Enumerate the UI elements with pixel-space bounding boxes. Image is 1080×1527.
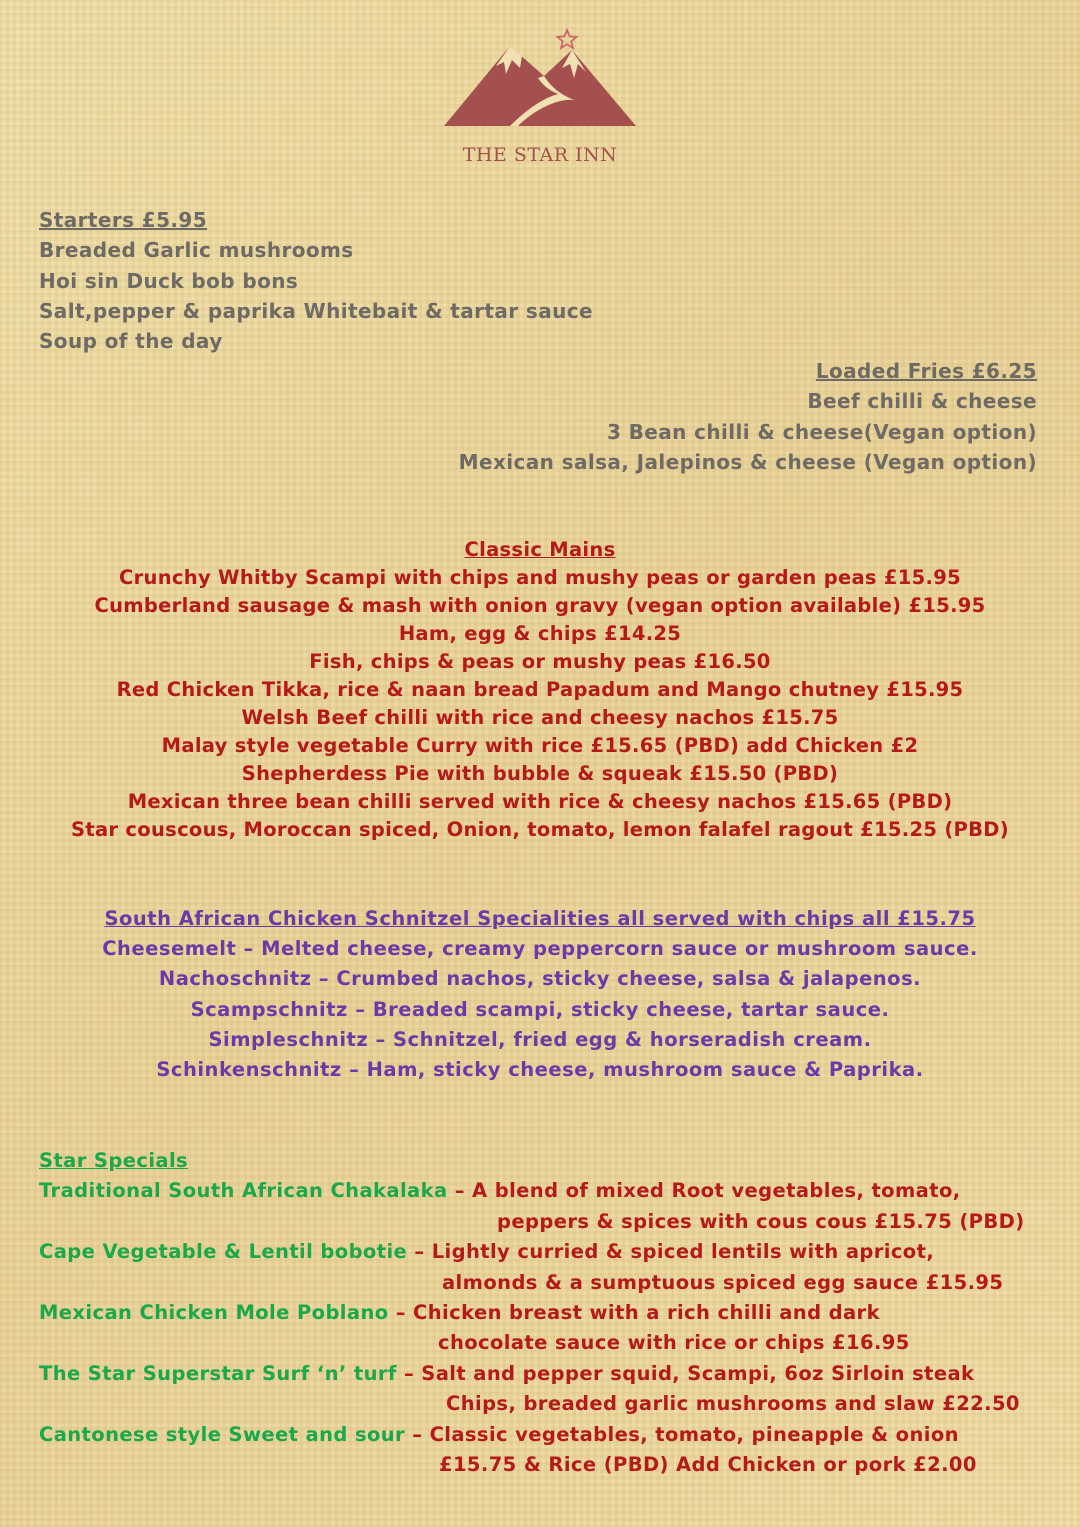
special-item — [39, 1298, 1025, 1328]
schnitzel-heading: South African Chicken Schnitzel Specialities all served with chips all £15.75 — [104, 907, 976, 930]
special-desc: – Lightly curried & spiced lentils with apricot, — [407, 1240, 935, 1264]
special-desc: – A blend of mixed Root vegetables, tomato, — [447, 1179, 961, 1203]
main-item: Welsh Beef chilli with rice and cheesy nachos £15.75 — [241, 706, 839, 729]
special-desc: – Chicken breast with a rich chilli and dark — [388, 1301, 880, 1325]
special-desc-cont: almonds & a sumptuous spiced egg sauce £15.95 — [442, 1270, 1004, 1294]
starter-item: Breaded Garlic mushrooms — [39, 238, 354, 263]
special-desc-cont: Chips, breaded garlic mushrooms and slaw £22.50 — [446, 1392, 1020, 1416]
main-item: Crunchy Whitby Scampi with chips and mushy peas or garden peas £15.95 — [119, 566, 961, 589]
special-item — [39, 1176, 1025, 1206]
special-item — [39, 1420, 1025, 1450]
special-name: Traditional South African Chakalaka — [39, 1179, 448, 1203]
schnitzel-item: Scampschnitz – Breaded scampi, sticky cheese, tartar sauce. — [190, 997, 890, 1021]
starter-item: Soup of the day — [39, 329, 223, 354]
schnitzel-item: Cheesemelt – Melted cheese, creamy peppercorn sauce or mushroom sauce. — [102, 937, 978, 961]
loaded-fries-section — [459, 356, 1037, 477]
loaded-fries-item: 3 Bean chilli & cheese(Vegan option) — [606, 419, 1037, 444]
loaded-fries-item: Mexican salsa, Jalepinos & cheese (Vegan option) — [458, 449, 1037, 474]
schnitzel-section — [0, 904, 1080, 1085]
special-item — [39, 1359, 1025, 1389]
starter-item: Hoi sin Duck bob bons — [39, 268, 299, 293]
loaded-fries-item: Beef chilli & cheese — [807, 389, 1037, 414]
special-name: The Star Superstar Surf ‘n’ turf — [39, 1361, 397, 1385]
main-item: Cumberland sausage & mash with onion gravy (vegan option available) £15.95 — [94, 594, 986, 617]
schnitzel-item: Nachoschnitz – Crumbed nachos, sticky cheese, salsa & jalapenos. — [158, 967, 922, 991]
main-item: Mexican three bean chilli served with rice & cheesy nachos £15.65 (PBD) — [127, 790, 953, 813]
starters-section — [39, 205, 593, 356]
special-desc: – Salt and pepper squid, Scampi, 6oz Sirloin steak — [396, 1361, 975, 1385]
schnitzel-item: Simpleschnitz – Schnitzel, fried egg & horseradish cream. — [208, 1027, 872, 1051]
special-name: Mexican Chicken Mole Poblano — [39, 1301, 389, 1325]
main-item: Malay style vegetable Curry with rice £15.65 (PBD) add Chicken £2 — [161, 734, 919, 757]
starter-item: Salt,pepper & paprika Whitebait & tartar sauce — [39, 298, 593, 323]
classic-mains-heading: Classic Mains — [464, 538, 616, 561]
special-desc-cont: chocolate sauce with rice or chips £16.95 — [438, 1331, 910, 1355]
special-name: Cantonese style Sweet and sour — [39, 1422, 406, 1446]
starters-heading: Starters £5.95 — [39, 208, 208, 232]
special-name: Cape Vegetable & Lentil bobotie — [39, 1240, 408, 1264]
main-item: Star couscous, Moroccan spiced, Onion, tomato, lemon falafel ragout £15.25 (PBD) — [71, 818, 1009, 841]
classic-mains-section — [0, 536, 1080, 844]
main-item: Shepherdess Pie with bubble & squeak £15.50 (PBD) — [241, 762, 839, 785]
logo-text: THE STAR INN — [462, 144, 618, 166]
special-desc-cont: peppers & spices with cous cous £15.75 (PBD) — [497, 1209, 1025, 1233]
special-desc-cont: £15.75 & Rice (PBD) Add Chicken or pork £2.00 — [439, 1453, 977, 1477]
mountain-star-logo-icon — [440, 28, 640, 128]
main-item: Fish, chips & peas or mushy peas £16.50 — [309, 650, 771, 673]
schnitzel-item: Schinkenschnitz – Ham, sticky cheese, mushroom sauce & Paprika. — [156, 1058, 924, 1082]
specials-heading: Star Specials — [39, 1149, 189, 1172]
main-item: Ham, egg & chips £14.25 — [398, 622, 682, 645]
special-desc: – Classic vegetables, tomato, pineapple & onion — [405, 1422, 959, 1446]
specials-section — [39, 1146, 1025, 1480]
loaded-fries-heading: Loaded Fries £6.25 — [815, 359, 1037, 383]
main-item: Red Chicken Tikka, rice & naan bread Papadum and Mango chutney £15.95 — [116, 678, 964, 701]
special-item — [39, 1237, 1025, 1267]
